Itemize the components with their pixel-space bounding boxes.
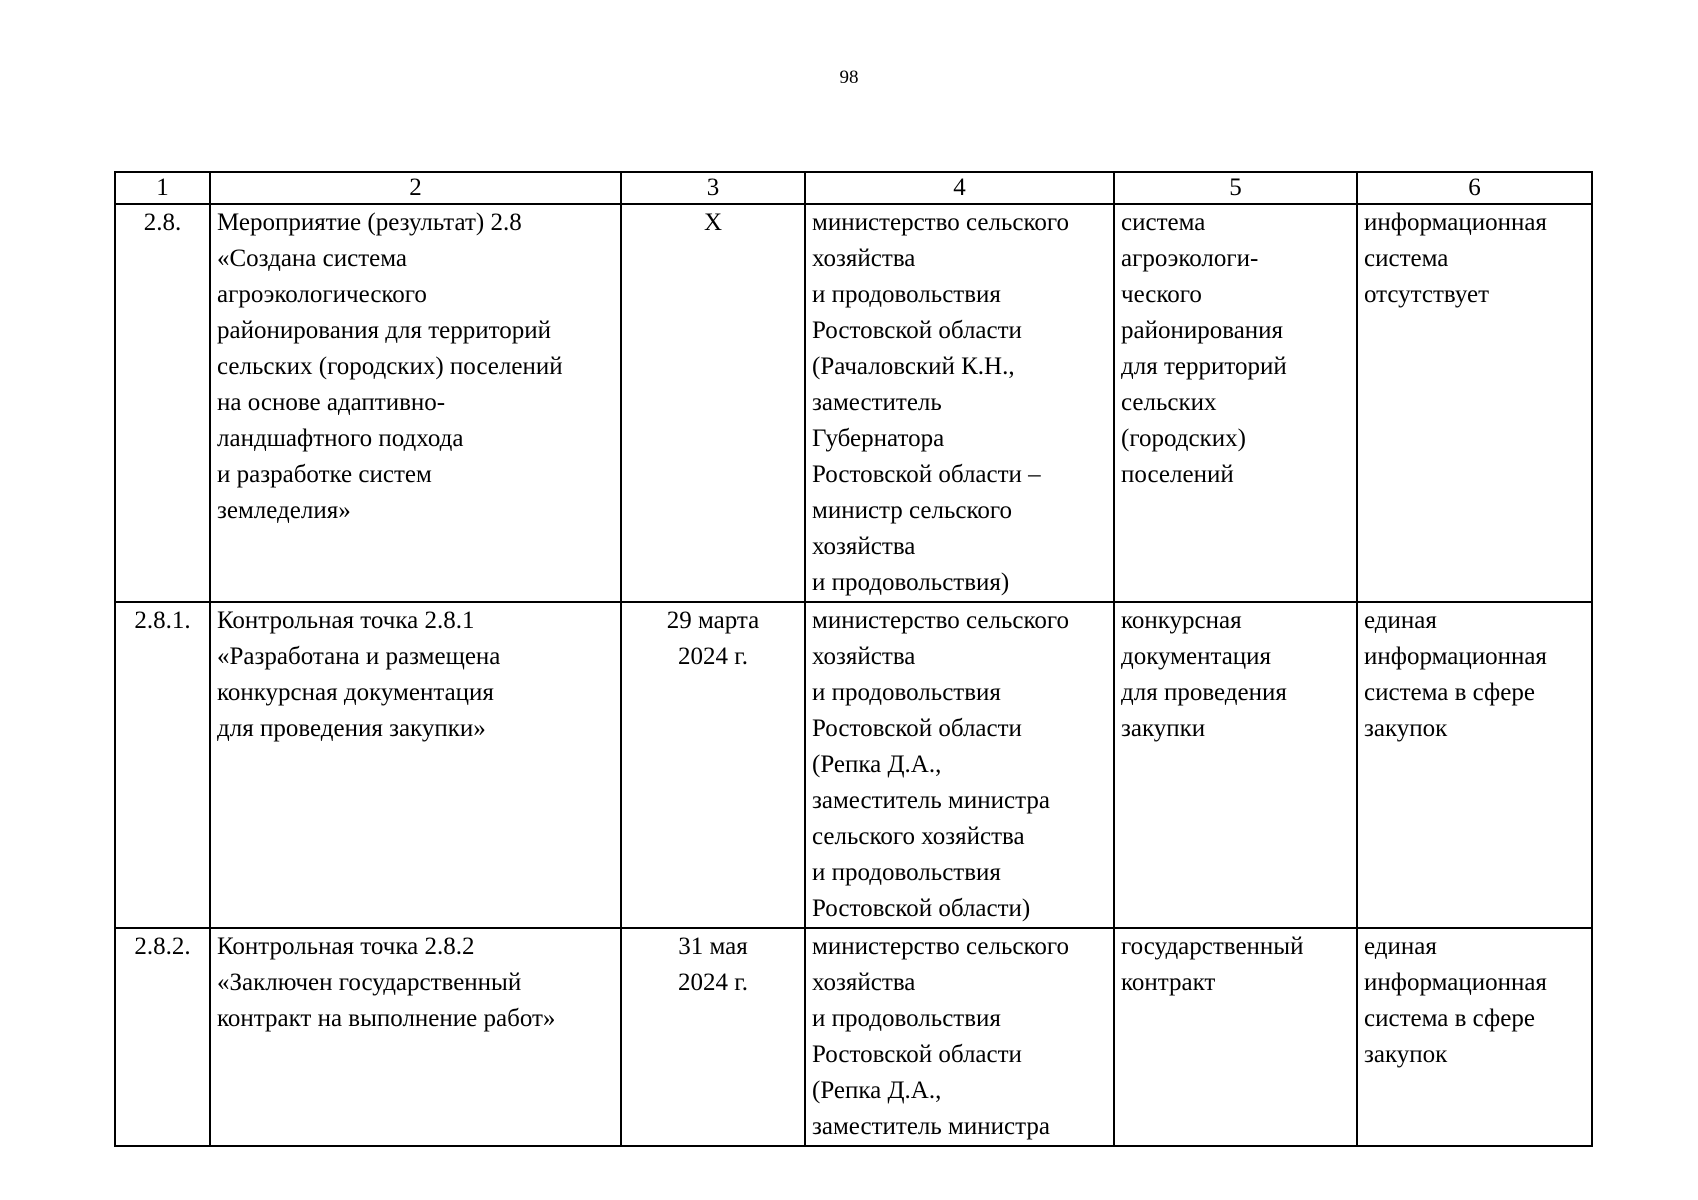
deadline: 31 мая 2024 г.: [621, 928, 805, 1146]
row-number: 2.8.2.: [115, 928, 210, 1146]
header-cell-2: 2: [210, 172, 621, 204]
information-system: информационная система отсутствует: [1357, 204, 1592, 602]
responsible-executor: министерство сельского хозяйства и продовольствия Ростовской области (Рачаловский К.Н., заместитель Губернатора Ростовской области – министр сельского хозяйства и продовольствия): [805, 204, 1114, 602]
information-system: единая информационная система в сфере закупок: [1357, 928, 1592, 1146]
result-type: государственный контракт: [1114, 928, 1357, 1146]
header-cell-5: 5: [1114, 172, 1357, 204]
header-cell-1: 1: [115, 172, 210, 204]
activity-name: Контрольная точка 2.8.1 «Разработана и размещена конкурсная документация для проведения закупки»: [210, 602, 621, 928]
result-type: конкурсная документация для проведения закупки: [1114, 602, 1357, 928]
header-cell-6: 6: [1357, 172, 1592, 204]
header-row: [115, 172, 1592, 204]
row-number: 2.8.: [115, 204, 210, 602]
deadline: 29 марта 2024 г.: [621, 602, 805, 928]
page-number: 98: [839, 67, 859, 88]
activities-table: [114, 171, 1593, 1147]
activity-name: Контрольная точка 2.8.2 «Заключен государственный контракт на выполнение работ»: [210, 928, 621, 1146]
responsible-executor: министерство сельского хозяйства и продовольствия Ростовской области (Репка Д.А., заместитель министра сельского хозяйства и продовольствия Ростовской области): [805, 602, 1114, 928]
header-cell-4: 4: [805, 172, 1114, 204]
table-row: [115, 928, 1592, 1146]
table-row: [115, 602, 1592, 928]
deadline: X: [621, 204, 805, 602]
header-cell-3: 3: [621, 172, 805, 204]
information-system: единая информационная система в сфере закупок: [1357, 602, 1592, 928]
table-row: [115, 204, 1592, 602]
activity-name: Мероприятие (результат) 2.8 «Создана система агроэкологического районирования для территорий сельских (городских) поселений на основе адаптивно- ландшафтного подхода и разработке систем земледелия»: [210, 204, 621, 602]
row-number: 2.8.1.: [115, 602, 210, 928]
responsible-executor: министерство сельского хозяйства и продовольствия Ростовской области (Репка Д.А., заместитель министра: [805, 928, 1114, 1146]
result-type: система агроэкологи- ческого районирования для территорий сельских (городских) поселений: [1114, 204, 1357, 602]
